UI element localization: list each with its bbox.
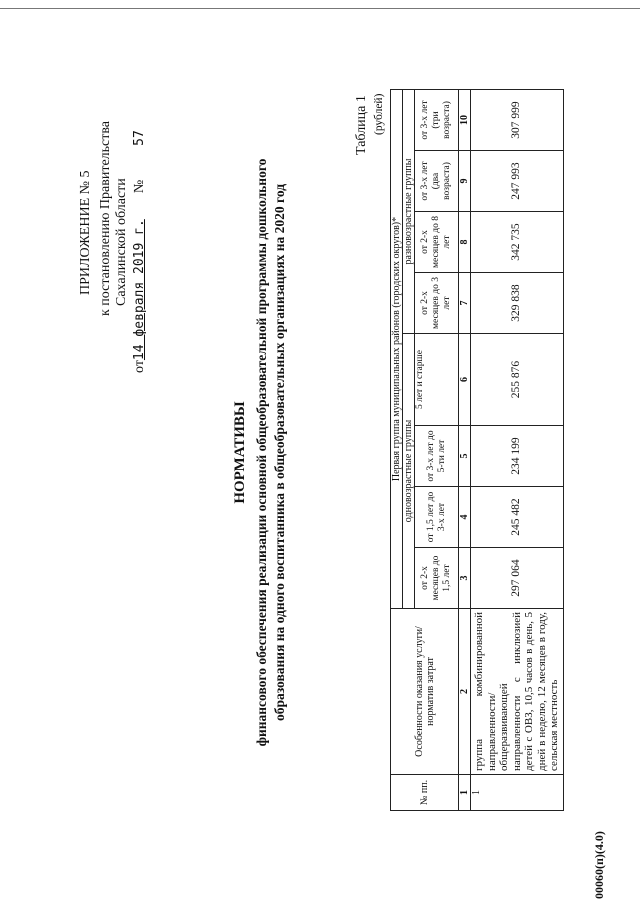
- col-number: 7: [459, 273, 471, 334]
- col-header: от 2-х месяцев до 1,5 лет: [415, 548, 459, 609]
- table-units: (рублей): [373, 93, 385, 135]
- row-value: 329 838: [471, 273, 564, 334]
- col-header: от 3-х лет (три возраста): [415, 90, 459, 151]
- date-prefix: от: [132, 360, 147, 373]
- norms-table: [390, 89, 564, 811]
- col-number: 10: [459, 90, 471, 151]
- col-number: 5: [459, 426, 471, 487]
- header-feature: Особенности оказания услуги/норматив затрат: [391, 609, 459, 775]
- col-number: 9: [459, 151, 471, 212]
- col-number: 6: [459, 334, 471, 426]
- col-header: 5 лет и старше: [415, 334, 459, 426]
- column-number-row: [459, 90, 471, 811]
- col-header: от 3-х лет (два возраста): [415, 151, 459, 212]
- header-same-age: одновозрастные группы: [403, 334, 415, 609]
- col-header: от 1,5 лет до 3-х лет: [415, 487, 459, 548]
- col-header: от 2-х месяцев до 8 лет: [415, 212, 459, 273]
- resolution-date-line: [132, 130, 148, 373]
- number-label: №: [132, 179, 147, 194]
- resolution-date: 14 февраля 2019 г.: [132, 219, 147, 361]
- document-id: 00060(п)(4.0): [592, 831, 606, 899]
- row-number: 1: [471, 775, 564, 811]
- col-number: 2: [459, 609, 471, 775]
- col-number: 1: [459, 775, 471, 811]
- row-description: группа комбинированной направленности/ общеразвивающей направленности с инклюзией детей с ОВЗ, 10,5 часов в день, 5 дней в неделю, 12 месяцев в году, сельская местность: [471, 609, 564, 775]
- appendix-number: ПРИЛОЖЕНИЕ № 5: [78, 170, 93, 295]
- col-number: 3: [459, 548, 471, 609]
- col-header: от 3-х лет до 5-ти лет: [415, 426, 459, 487]
- col-number: 4: [459, 487, 471, 548]
- row-value: 234 199: [471, 426, 564, 487]
- row-value: 245 482: [471, 487, 564, 548]
- row-value: 307 999: [471, 90, 564, 151]
- header-number: № пп.: [391, 775, 459, 811]
- header-group: Первая группа муниципальных районов (городских округов)*: [391, 90, 403, 609]
- table-number: Таблица 1: [354, 95, 369, 155]
- row-value: 255 876: [471, 334, 564, 426]
- header-row-group: [391, 90, 403, 811]
- col-number: 8: [459, 212, 471, 273]
- row-value: 297 064: [471, 548, 564, 609]
- header-mixed-age: разновозрастные группы: [403, 90, 415, 334]
- row-value: 342 735: [471, 212, 564, 273]
- row-value: 247 993: [471, 151, 564, 212]
- region-name: Сахалинской области: [114, 178, 129, 306]
- resolution-number: 57: [132, 130, 147, 146]
- document-subtitle-line-2: образования на одного воспитанника в общеобразовательных организациях на 2020 год: [272, 183, 287, 722]
- table-row: [471, 90, 564, 811]
- document-title: НОРМАТИВЫ: [232, 401, 248, 504]
- document-subtitle-line-1: финансового обеспечения реализации основной общеобразовательной программы дошкольного: [254, 158, 269, 747]
- resolution-reference: к постановлению Правительства: [98, 120, 113, 316]
- col-header: от 2-х месяцев до 3 лет: [415, 273, 459, 334]
